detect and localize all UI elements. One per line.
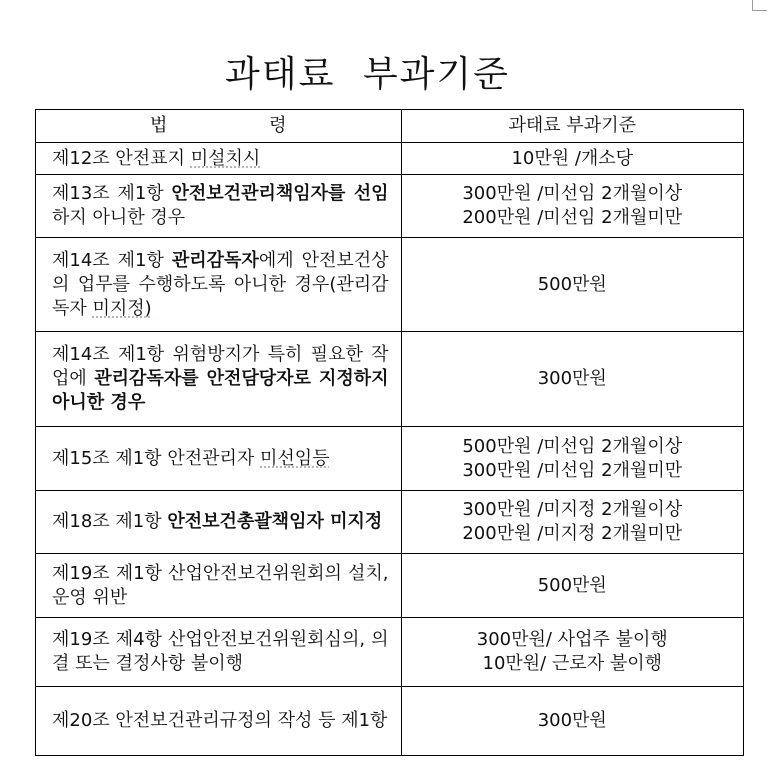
standard-cell: 300만원 [401, 687, 743, 756]
law-cell [36, 238, 402, 332]
law-cell [36, 491, 402, 554]
page-corner-mark [752, 0, 767, 11]
standard-column-header: 과태료 부과기준 [401, 110, 743, 143]
law-text-part-bold: 관리감독자를 안전담당자로 지정하지 아니한 경우 [52, 368, 389, 413]
table-row [36, 175, 744, 238]
penalty-standard-table [35, 109, 744, 756]
law-text-part: 제20조 안전보건관리규정의 작성 등 제1항 [52, 710, 388, 731]
table-row [36, 554, 744, 618]
table-row [36, 687, 744, 756]
law-text-part: 제12조 안전표지 [52, 147, 191, 169]
law-cell [36, 175, 402, 238]
law-cell [36, 618, 402, 687]
law-text-part: 제19조 제1항 산업안전보건위원회의 설치, 운영 위반 [52, 562, 389, 608]
law-text-part-bold: 안전보건관리책임자를 선임 [171, 183, 389, 204]
law-column-header: 법 령 [36, 110, 402, 143]
table-row [36, 491, 744, 554]
law-text-part: 미지정) [92, 297, 152, 319]
law-text-part: 제15조 제1항 안전관리자 [52, 447, 261, 469]
table-row [36, 332, 744, 427]
table-header-row [36, 110, 744, 143]
law-cell [36, 554, 402, 618]
law-text-part: 에게 안전보건상의 업무를 수행하도록 아니한 경우(관리감독자 [52, 249, 389, 319]
law-cell [36, 332, 402, 427]
table-row [36, 618, 744, 687]
law-text-part: 제14조 제1항 위험방지가 특히 필요한 작업에 [52, 344, 389, 389]
law-cell [36, 143, 402, 175]
standard-cell: 300만원 /미지정 2개월이상 200만원 /미지정 2개월미만 [401, 491, 743, 554]
law-text-part: 미선임등 [260, 447, 330, 469]
law-text-part: 미설치시 [190, 147, 261, 169]
standard-cell: 10만원 /개소당 [401, 143, 743, 175]
table-row [36, 238, 744, 332]
standard-cell: 300만원/ 사업주 불이행 10만원/ 근로자 불이행 [401, 618, 743, 687]
standard-cell: 300만원 [401, 332, 743, 427]
document-title: 과태료 부과기준 [225, 54, 510, 96]
law-cell [36, 687, 402, 756]
law-text-part: 제19조 제4항 산업안전보건위원회심의, 의결 또는 결정사항 불이행 [52, 629, 389, 674]
standard-cell: 300만원 /미선임 2개월이상 200만원 /미선임 2개월미만 [401, 175, 743, 238]
table-row [36, 143, 744, 175]
law-text-part: 제18조 제1항 [52, 511, 168, 532]
law-text-part: 제14조 제1항 [52, 249, 172, 271]
law-text-part-bold: 안전보건총괄책임자 미지정 [167, 511, 383, 532]
standard-cell: 500만원 /미선임 2개월이상 300만원 /미선임 2개월미만 [401, 427, 743, 491]
law-text-part-bold: 관리감독자 [171, 249, 259, 271]
standard-cell: 500만원 [401, 238, 743, 332]
table-row [36, 427, 744, 491]
standard-cell: 500만원 [401, 554, 743, 618]
law-text-part: 제13조 제1항 [52, 183, 172, 204]
law-text-part: 하지 아니한 경우 [52, 207, 186, 228]
law-cell [36, 427, 402, 491]
